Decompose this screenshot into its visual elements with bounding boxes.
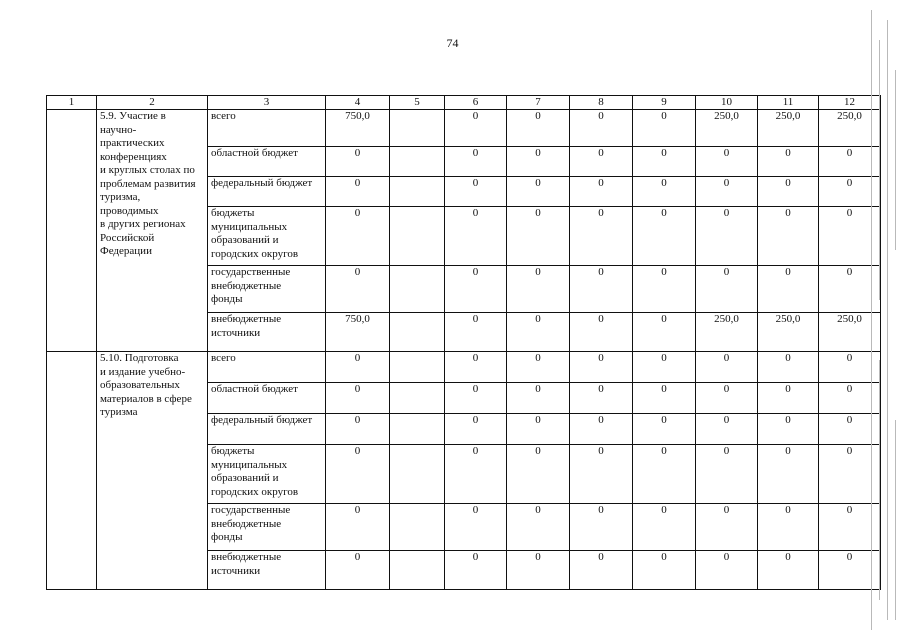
value-cell: 0 bbox=[507, 313, 570, 352]
value-cell: 0 bbox=[696, 414, 758, 445]
funding-source-line: фонды bbox=[211, 293, 243, 305]
value-cell: 0 bbox=[570, 383, 633, 414]
value-cell: 0 bbox=[696, 207, 758, 266]
value-cell: 0 bbox=[633, 147, 696, 177]
value-cell: 0 bbox=[570, 147, 633, 177]
value-cell: 0 bbox=[507, 147, 570, 177]
value-cell: 0 bbox=[696, 551, 758, 590]
value-cell bbox=[390, 177, 445, 207]
value-cell: 0 bbox=[633, 445, 696, 504]
funding-source-line: муниципальных bbox=[211, 458, 288, 471]
value-cell: 250,0 bbox=[758, 313, 819, 352]
activity-line: практических bbox=[100, 137, 165, 149]
value-cell: 0 bbox=[507, 445, 570, 504]
value-cell: 0 bbox=[819, 504, 881, 551]
table-row bbox=[47, 352, 881, 383]
value-cell: 0 bbox=[633, 352, 696, 383]
value-cell bbox=[390, 352, 445, 383]
value-cell: 250,0 bbox=[696, 110, 758, 147]
value-cell: 0 bbox=[445, 445, 507, 504]
activity-line: и издание учебно- bbox=[100, 365, 186, 378]
value-cell: 0 bbox=[445, 313, 507, 352]
funding-source-line: источники bbox=[211, 564, 261, 577]
value-cell: 0 bbox=[570, 352, 633, 383]
value-cell bbox=[390, 383, 445, 414]
funding-source-line: внебюджетные bbox=[211, 279, 282, 292]
funding-source-cell bbox=[208, 504, 326, 551]
value-cell: 0 bbox=[758, 414, 819, 445]
value-cell: 0 bbox=[445, 504, 507, 551]
value-cell bbox=[390, 445, 445, 504]
funding-source-cell bbox=[208, 414, 326, 445]
funding-source-line: внебюджетные bbox=[211, 551, 282, 563]
funding-source-cell bbox=[208, 352, 326, 383]
funding-source-line: всего bbox=[211, 110, 236, 122]
column-number: 9 bbox=[633, 96, 696, 110]
value-cell: 0 bbox=[819, 551, 881, 590]
column-number: 11 bbox=[758, 96, 819, 110]
value-cell bbox=[390, 313, 445, 352]
value-cell: 0 bbox=[633, 110, 696, 147]
column-number: 1 bbox=[47, 96, 97, 110]
value-cell: 0 bbox=[758, 445, 819, 504]
value-cell: 0 bbox=[696, 383, 758, 414]
value-cell: 0 bbox=[758, 147, 819, 177]
value-cell: 0 bbox=[326, 147, 390, 177]
funding-source-line: всего bbox=[211, 352, 236, 364]
value-cell: 0 bbox=[633, 313, 696, 352]
funding-source-line: бюджеты bbox=[211, 445, 255, 457]
value-cell: 250,0 bbox=[819, 313, 881, 352]
value-cell: 0 bbox=[445, 414, 507, 445]
value-cell: 0 bbox=[445, 110, 507, 147]
funding-source-line: муниципальных bbox=[211, 220, 288, 233]
value-cell: 0 bbox=[633, 504, 696, 551]
value-cell: 0 bbox=[326, 383, 390, 414]
value-cell: 0 bbox=[758, 551, 819, 590]
row-number-cell bbox=[47, 352, 97, 590]
value-cell: 0 bbox=[326, 551, 390, 590]
activity-cell bbox=[97, 352, 208, 590]
value-cell: 0 bbox=[758, 207, 819, 266]
value-cell: 0 bbox=[445, 551, 507, 590]
value-cell: 0 bbox=[570, 445, 633, 504]
value-cell: 0 bbox=[570, 177, 633, 207]
value-cell: 0 bbox=[507, 207, 570, 266]
funding-source-cell bbox=[208, 445, 326, 504]
funding-source-cell bbox=[208, 383, 326, 414]
value-cell: 750,0 bbox=[326, 313, 390, 352]
value-cell: 0 bbox=[507, 551, 570, 590]
value-cell: 0 bbox=[507, 504, 570, 551]
funding-source-line: источники bbox=[211, 326, 261, 339]
funding-source-line: внебюджетные bbox=[211, 313, 282, 325]
value-cell: 0 bbox=[758, 266, 819, 313]
value-cell: 0 bbox=[445, 147, 507, 177]
value-cell: 0 bbox=[326, 266, 390, 313]
column-number: 2 bbox=[97, 96, 208, 110]
value-cell bbox=[390, 207, 445, 266]
column-number: 6 bbox=[445, 96, 507, 110]
value-cell: 0 bbox=[326, 207, 390, 266]
funding-source-cell bbox=[208, 313, 326, 352]
value-cell bbox=[390, 147, 445, 177]
funding-source-line: государственные bbox=[211, 504, 291, 516]
column-number: 10 bbox=[696, 96, 758, 110]
column-number: 7 bbox=[507, 96, 570, 110]
row-number-cell bbox=[47, 110, 97, 352]
funding-source-line: федеральный бюджет bbox=[211, 414, 313, 426]
value-cell: 0 bbox=[819, 147, 881, 177]
value-cell: 0 bbox=[696, 504, 758, 551]
value-cell bbox=[390, 266, 445, 313]
value-cell bbox=[390, 110, 445, 147]
value-cell: 0 bbox=[445, 177, 507, 207]
funding-source-line: областной бюджет bbox=[211, 383, 298, 395]
value-cell: 0 bbox=[633, 551, 696, 590]
value-cell: 0 bbox=[570, 313, 633, 352]
value-cell: 0 bbox=[696, 177, 758, 207]
column-number: 5 bbox=[390, 96, 445, 110]
value-cell: 0 bbox=[819, 352, 881, 383]
column-number: 8 bbox=[570, 96, 633, 110]
activity-line: Федерации bbox=[100, 245, 152, 257]
value-cell: 250,0 bbox=[758, 110, 819, 147]
funding-source-line: городских округов bbox=[211, 247, 299, 260]
value-cell: 0 bbox=[507, 177, 570, 207]
value-cell: 0 bbox=[570, 207, 633, 266]
scan-edge-artifact bbox=[865, 0, 905, 640]
value-cell: 0 bbox=[819, 207, 881, 266]
value-cell: 0 bbox=[326, 352, 390, 383]
value-cell bbox=[390, 414, 445, 445]
funding-source-cell bbox=[208, 110, 326, 147]
activity-line: конференциях bbox=[100, 150, 167, 163]
value-cell: 0 bbox=[758, 352, 819, 383]
value-cell: 0 bbox=[326, 414, 390, 445]
table-body bbox=[47, 110, 881, 590]
value-cell: 0 bbox=[758, 383, 819, 414]
column-number-row bbox=[47, 96, 881, 110]
value-cell: 750,0 bbox=[326, 110, 390, 147]
funding-source-line: внебюджетные bbox=[211, 517, 282, 530]
funding-source-cell bbox=[208, 147, 326, 177]
activity-cell bbox=[97, 110, 208, 352]
value-cell: 0 bbox=[445, 383, 507, 414]
value-cell: 0 bbox=[633, 414, 696, 445]
funding-source-line: федеральный бюджет bbox=[211, 177, 313, 189]
funding-source-line: городских округов bbox=[211, 485, 299, 498]
funding-source-line: фонды bbox=[211, 531, 243, 543]
value-cell: 0 bbox=[570, 110, 633, 147]
activity-line: материалов в сфере bbox=[100, 392, 192, 405]
activity-line: научно- bbox=[100, 123, 137, 136]
activity-line: образовательных bbox=[100, 379, 180, 391]
column-number: 4 bbox=[326, 96, 390, 110]
value-cell: 0 bbox=[633, 207, 696, 266]
funding-source-line: бюджеты bbox=[211, 207, 255, 219]
funding-source-line: областной бюджет bbox=[211, 147, 298, 159]
value-cell: 250,0 bbox=[819, 110, 881, 147]
value-cell: 0 bbox=[758, 504, 819, 551]
value-cell: 0 bbox=[696, 352, 758, 383]
activity-line: в других регионах bbox=[100, 218, 186, 230]
value-cell: 0 bbox=[819, 177, 881, 207]
value-cell: 0 bbox=[326, 177, 390, 207]
value-cell: 0 bbox=[819, 414, 881, 445]
activity-line: Российской bbox=[100, 231, 155, 244]
activity-line: туризма bbox=[100, 406, 138, 418]
funding-source-cell bbox=[208, 207, 326, 266]
column-number: 3 bbox=[208, 96, 326, 110]
value-cell: 0 bbox=[758, 177, 819, 207]
value-cell: 0 bbox=[819, 445, 881, 504]
value-cell: 0 bbox=[633, 177, 696, 207]
value-cell: 0 bbox=[326, 445, 390, 504]
funding-source-line: образований и bbox=[211, 472, 279, 484]
table-row bbox=[47, 110, 881, 147]
value-cell: 0 bbox=[633, 383, 696, 414]
value-cell: 0 bbox=[445, 207, 507, 266]
value-cell: 250,0 bbox=[696, 313, 758, 352]
value-cell: 0 bbox=[570, 414, 633, 445]
value-cell: 0 bbox=[445, 266, 507, 313]
value-cell: 0 bbox=[696, 266, 758, 313]
activity-line: туризма, bbox=[100, 191, 141, 203]
funding-source-cell bbox=[208, 177, 326, 207]
activity-line: проводимых bbox=[100, 204, 159, 217]
value-cell bbox=[390, 551, 445, 590]
value-cell: 0 bbox=[445, 352, 507, 383]
value-cell: 0 bbox=[633, 266, 696, 313]
value-cell: 0 bbox=[570, 504, 633, 551]
value-cell: 0 bbox=[507, 352, 570, 383]
activity-line: 5.9. Участие в bbox=[100, 110, 166, 122]
funding-table bbox=[46, 95, 881, 590]
value-cell: 0 bbox=[819, 383, 881, 414]
column-number: 12 bbox=[819, 96, 881, 110]
page-number: 74 bbox=[446, 36, 459, 50]
activity-line: проблемам развития bbox=[100, 177, 196, 190]
value-cell: 0 bbox=[507, 414, 570, 445]
funding-source-line: государственные bbox=[211, 266, 291, 278]
value-cell: 0 bbox=[507, 110, 570, 147]
value-cell: 0 bbox=[507, 266, 570, 313]
value-cell: 0 bbox=[570, 551, 633, 590]
value-cell: 0 bbox=[507, 383, 570, 414]
activity-line: 5.10. Подготовка bbox=[100, 352, 179, 364]
activity-line: и круглых столах по bbox=[100, 164, 195, 176]
value-cell: 0 bbox=[696, 445, 758, 504]
value-cell: 0 bbox=[696, 147, 758, 177]
value-cell: 0 bbox=[819, 266, 881, 313]
value-cell bbox=[390, 504, 445, 551]
funding-source-cell bbox=[208, 266, 326, 313]
funding-source-line: образований и bbox=[211, 234, 279, 246]
value-cell: 0 bbox=[326, 504, 390, 551]
value-cell: 0 bbox=[570, 266, 633, 313]
funding-source-cell bbox=[208, 551, 326, 590]
